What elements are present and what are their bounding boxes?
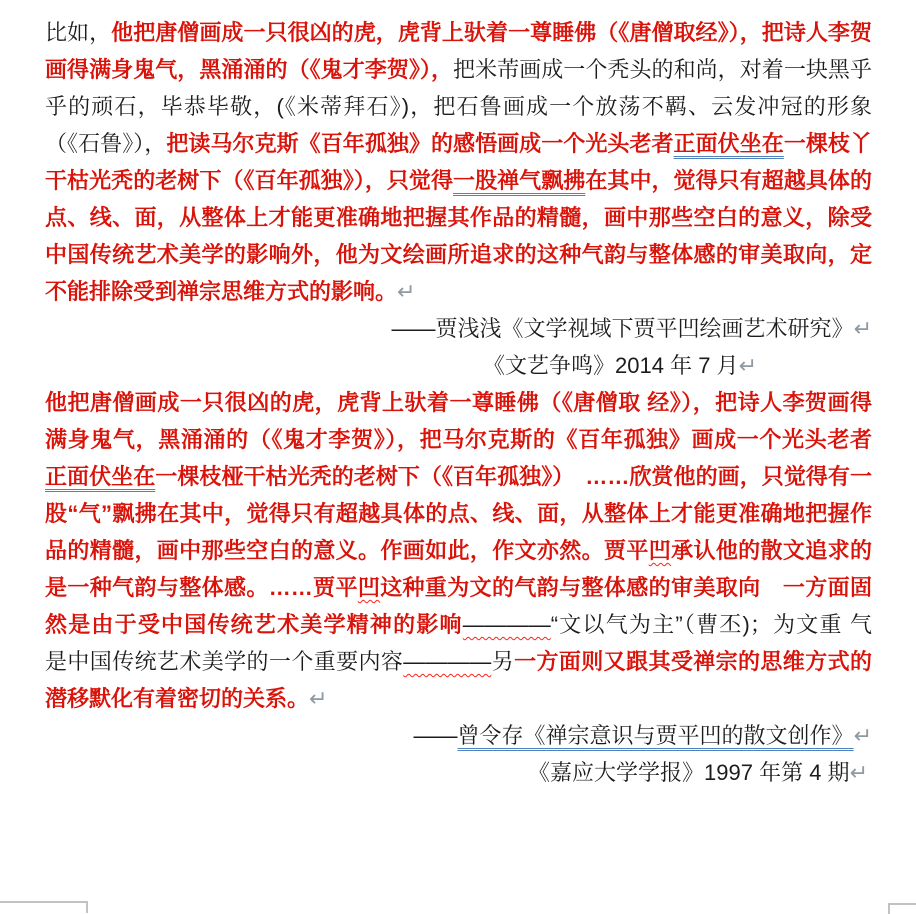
text-segment: ——贾浅浅《文学视域下贾平凹绘画艺术研究》 bbox=[391, 316, 854, 341]
text-segment: 凹 bbox=[357, 575, 381, 600]
text-segment: 曾令存《禅宗意识与贾平凹的散文创作》 bbox=[457, 723, 854, 748]
text-segment: 《嘉应大学学报》1997 年第 4 期 bbox=[528, 760, 850, 785]
text-segment: ———— bbox=[462, 612, 551, 637]
text-segment: 他把唐僧画成一只很凶的虎，虎背上驮着一尊睡佛（《唐僧取 经》），把诗人李贺画得满身鬼气，黑涌涌的（《鬼才李贺》），把马尔克斯的《百年孤独》画成一个光头老者 bbox=[45, 390, 872, 452]
paragraph-mark: ↵ bbox=[853, 723, 872, 748]
text-segment: 凹 bbox=[648, 538, 672, 563]
quote-block-1 bbox=[45, 14, 872, 310]
paragraph-mark: ↵ bbox=[397, 279, 416, 304]
paragraph-mark: ↵ bbox=[738, 353, 757, 378]
page-corner-artifact-left bbox=[0, 901, 88, 913]
paragraph-mark: ↵ bbox=[309, 686, 328, 711]
text-segment: 这种重为文的气韵与整体感的审美取向 一方面固然是由于受中国传统艺术美学精神的影响 bbox=[45, 575, 872, 637]
text-segment: ———— bbox=[403, 649, 492, 674]
text-segment: 在其中，觉得只有超越具体的点、线、面，从整体上才能更准确地把握其作品的精髓，画中那些空白的意义，除受中国传统艺术美学的影响外，他为文绘画所追求的这种气韵与整体感的审美取向，定不能排除受到禅宗思维方式的影响。 bbox=[45, 168, 872, 304]
paragraph-mark: ↵ bbox=[849, 760, 868, 785]
text-segment: 正面伏坐在 bbox=[673, 131, 784, 156]
citation-4 bbox=[45, 754, 872, 791]
text-segment: 另 bbox=[491, 649, 515, 674]
text-segment: 正面伏坐在 bbox=[45, 464, 156, 489]
text-segment: 他把唐僧画成一只很凶的虎，虎背上驮着一尊睡佛（《唐僧取经》），把诗人李贺画得满身鬼气，黑涌涌的（《鬼才李贺》）， bbox=[45, 20, 872, 82]
text-segment: 《文艺争鸣》2014 年 7 月 bbox=[483, 353, 739, 378]
text-segment: 比如， bbox=[45, 20, 112, 45]
citation-2 bbox=[45, 347, 872, 384]
text-segment: 一股禅气飘拂 bbox=[453, 168, 586, 193]
text-segment: “文以气为主”（曹丕)；为文重 气 是中国传统艺术美学的一个重要内容 bbox=[45, 612, 895, 674]
citation-1 bbox=[45, 310, 872, 347]
text-segment: —— bbox=[413, 723, 458, 748]
citation-3 bbox=[45, 717, 872, 754]
quote-block-2 bbox=[45, 384, 895, 717]
text-segment: 把米芾画成一个秃头的和尚，对着一块黑乎乎的顽石，毕恭毕敬，(《米蒂拜石》)，把石鲁画成一个放荡不羁、云发冲冠的形象（《石鲁》）， bbox=[45, 57, 872, 156]
text-segment: 一棵枝桠干枯光秃的老树下（《百年孤独》） ……欣赏他的画，只觉得有一股“气”飘拂在其中，觉得只有超越具体的点、线、面，从整体上才能更准确地把握作品的精髓，画中那些空白的意义。作画如此，作文亦然。贾平 bbox=[45, 464, 872, 563]
text-segment: 承认他的散文追求的是一种气韵与整体感。……贾平 bbox=[45, 538, 872, 600]
text-segment: 一棵枝丫干枯光秃的老树下（《百年孤独》），只觉得 bbox=[45, 131, 872, 193]
paragraph-mark: ↵ bbox=[853, 316, 872, 341]
text-segment: 把读马尔克斯《百年孤独》的感悟画成一个光头老者 bbox=[166, 131, 674, 156]
page-corner-artifact-right bbox=[888, 903, 916, 914]
text-segment: 一方面则又跟其受禅宗的思维方式的潜移默化有着密切的关系。 bbox=[45, 649, 872, 711]
